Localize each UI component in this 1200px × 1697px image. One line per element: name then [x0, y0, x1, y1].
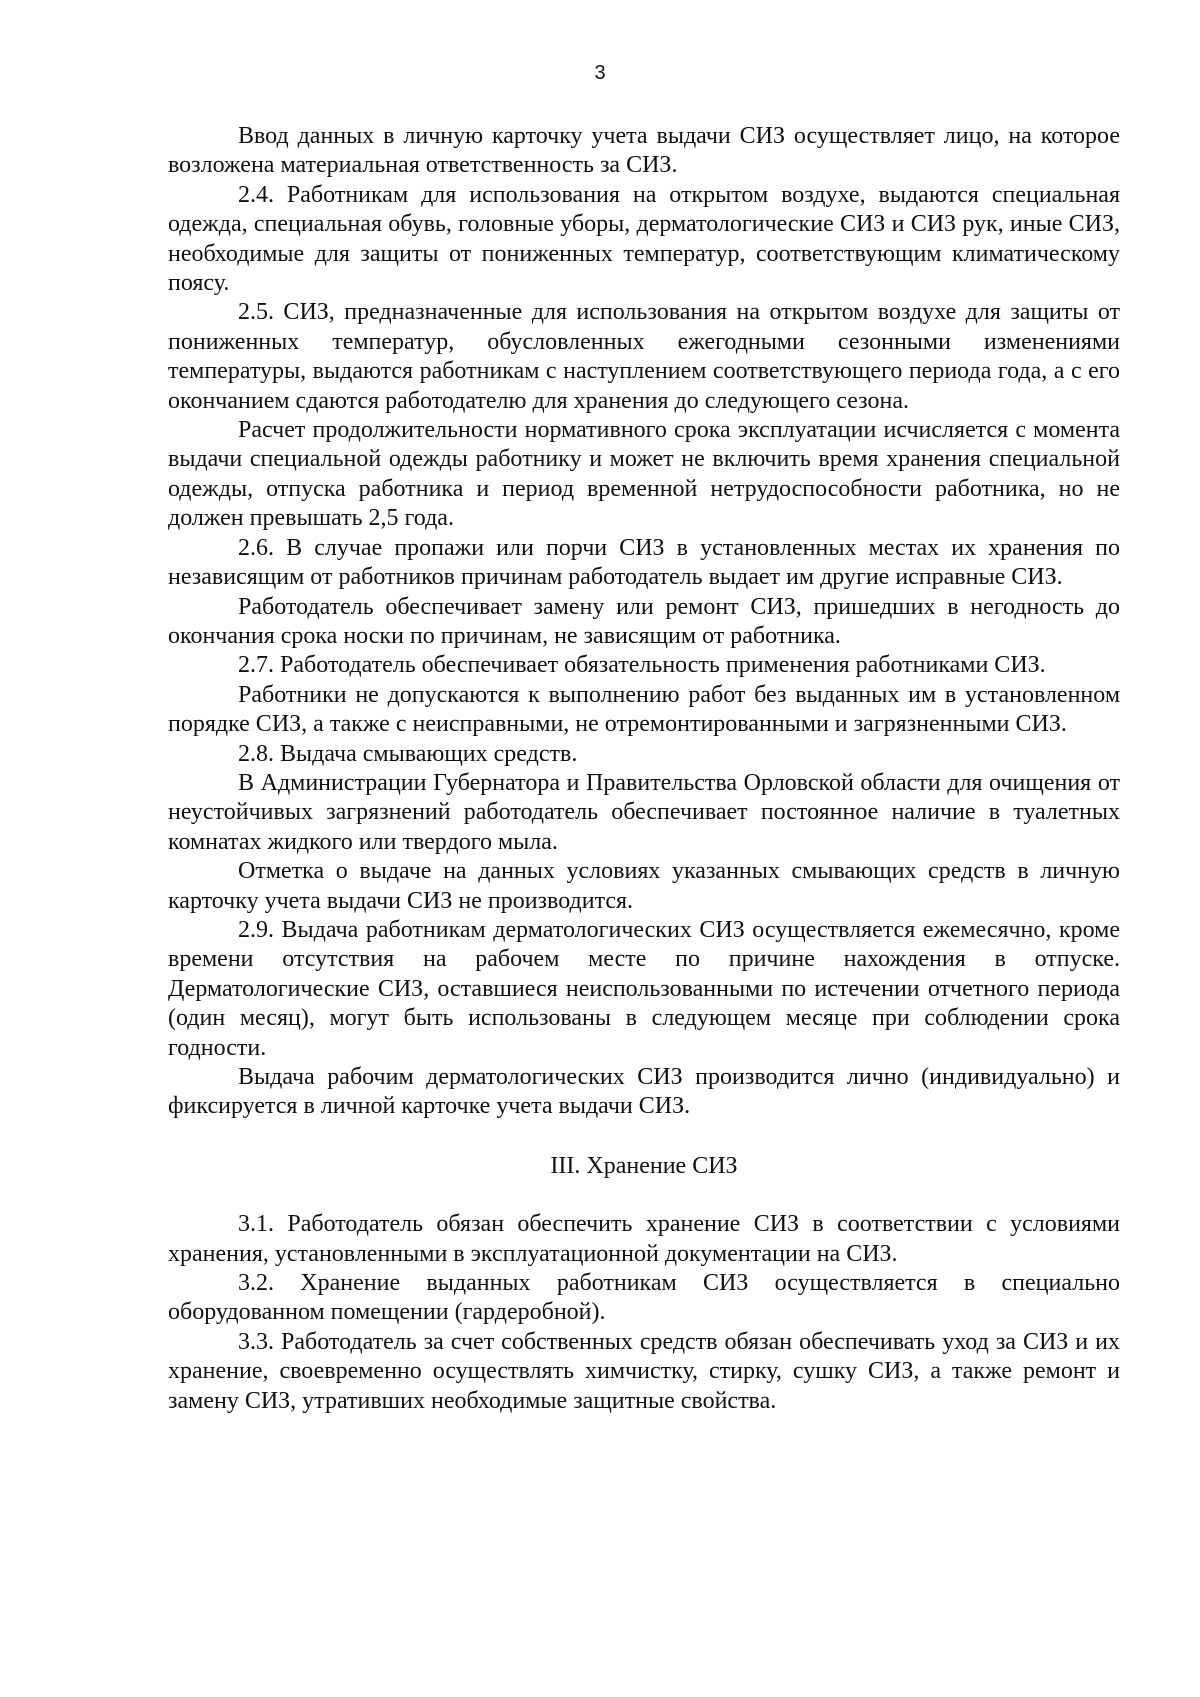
section-heading: III. Хранение СИЗ: [550, 1152, 738, 1179]
paragraph: 2.7. Работодатель обеспечивает обязательность применения работниками СИЗ.: [238, 652, 1046, 679]
paragraph: Работники не допускаются к выполнению работ без выданных им в установленном порядке СИЗ, а также с неисправными, не отремонтированными и загрязненными СИЗ.: [168, 681, 1120, 738]
paragraph: 3.2. Хранение выданных работникам СИЗ осуществляется в специально оборудованном помещении (гардеробной).: [168, 1270, 1120, 1326]
paragraph: 3.3. Работодатель за счет собственных средств обязан обеспечивать уход за СИЗ и их хранение, своевременно осуществлять химчистку, стирку, сушку СИЗ, а также ремонт и замену СИЗ, утративших необходимые защитные свойства.: [168, 1328, 1120, 1414]
page-number: 3: [594, 62, 606, 84]
paragraph: 2.8. Выдача смывающих средств.: [238, 740, 578, 767]
paragraph: Работодатель обеспечивает замену или ремонт СИЗ, пришедших в негодность до окончания срока носки по причинам, не зависящим от работника.: [168, 593, 1120, 649]
document-body: [168, 122, 1120, 1416]
paragraph: 2.4. Работникам для использования на открытом воздухе, выдаются специальная одежда, специальная обувь, головные уборы, дерматологические СИЗ и СИЗ рук, иные СИЗ, необходимые для защиты от пониженных температур, соответствующим климатическому поясу.: [168, 181, 1120, 297]
paragraph: Ввод данных в личную карточку учета выдачи СИЗ осуществляет лицо, на которое возложена материальная ответственность за СИЗ.: [168, 123, 1120, 179]
paragraph: 2.5. СИЗ, предназначенные для использования на открытом воздухе для защиты от пониженных температур, обусловленных ежегодными сезонными изменениями температуры, выдаются работникам с наступлением соответствующего периода года, а с его окончанием сдаются работодателю для хранения до следующего сезона.: [168, 299, 1120, 414]
paragraph: Расчет продолжительности нормативного срока эксплуатации исчисляется с момента выдачи специальной одежды работнику и может не включить время хранения специальной одежды, отпуска работника и период временной нетрудоспособности работника, но не должен превышать 2,5 года.: [168, 417, 1120, 532]
paragraph: 2.6. В случае пропажи или порчи СИЗ в установленных местах их хранения по независящим от работников причинам работодатель выдает им другие исправные СИЗ.: [168, 534, 1120, 591]
paragraph: Отметка о выдаче на данных условиях указанных смывающих средств в личную карточку учета выдачи СИЗ не производится.: [168, 858, 1120, 914]
paragraph: В Администрации Губернатора и Правительства Орловской области для очищения от неустойчивых загрязнений работодатель обеспечивает постоянное наличие в туалетных комнатах жидкого или твердого мыла.: [168, 769, 1120, 855]
paragraph: 3.1. Работодатель обязан обеспечить хранение СИЗ в соответствии с условиями хранения, установленными в эксплуатационной документации на СИЗ.: [168, 1211, 1120, 1267]
paragraph: 2.9. Выдача работникам дерматологических СИЗ осуществляется ежемесячно, кроме времени отсутствия на рабочем месте по причине нахождения в отпуске. Дерматологические СИЗ, оставшиеся неиспользованными по истечении отчетного периода (один месяц), могут быть использованы в следующем месяце при соблюдении срока годности.: [168, 916, 1120, 1061]
paragraph: Выдача рабочим дерматологических СИЗ производится лично (индивидуально) и фиксируется в личной карточке учета выдачи СИЗ.: [168, 1064, 1120, 1120]
